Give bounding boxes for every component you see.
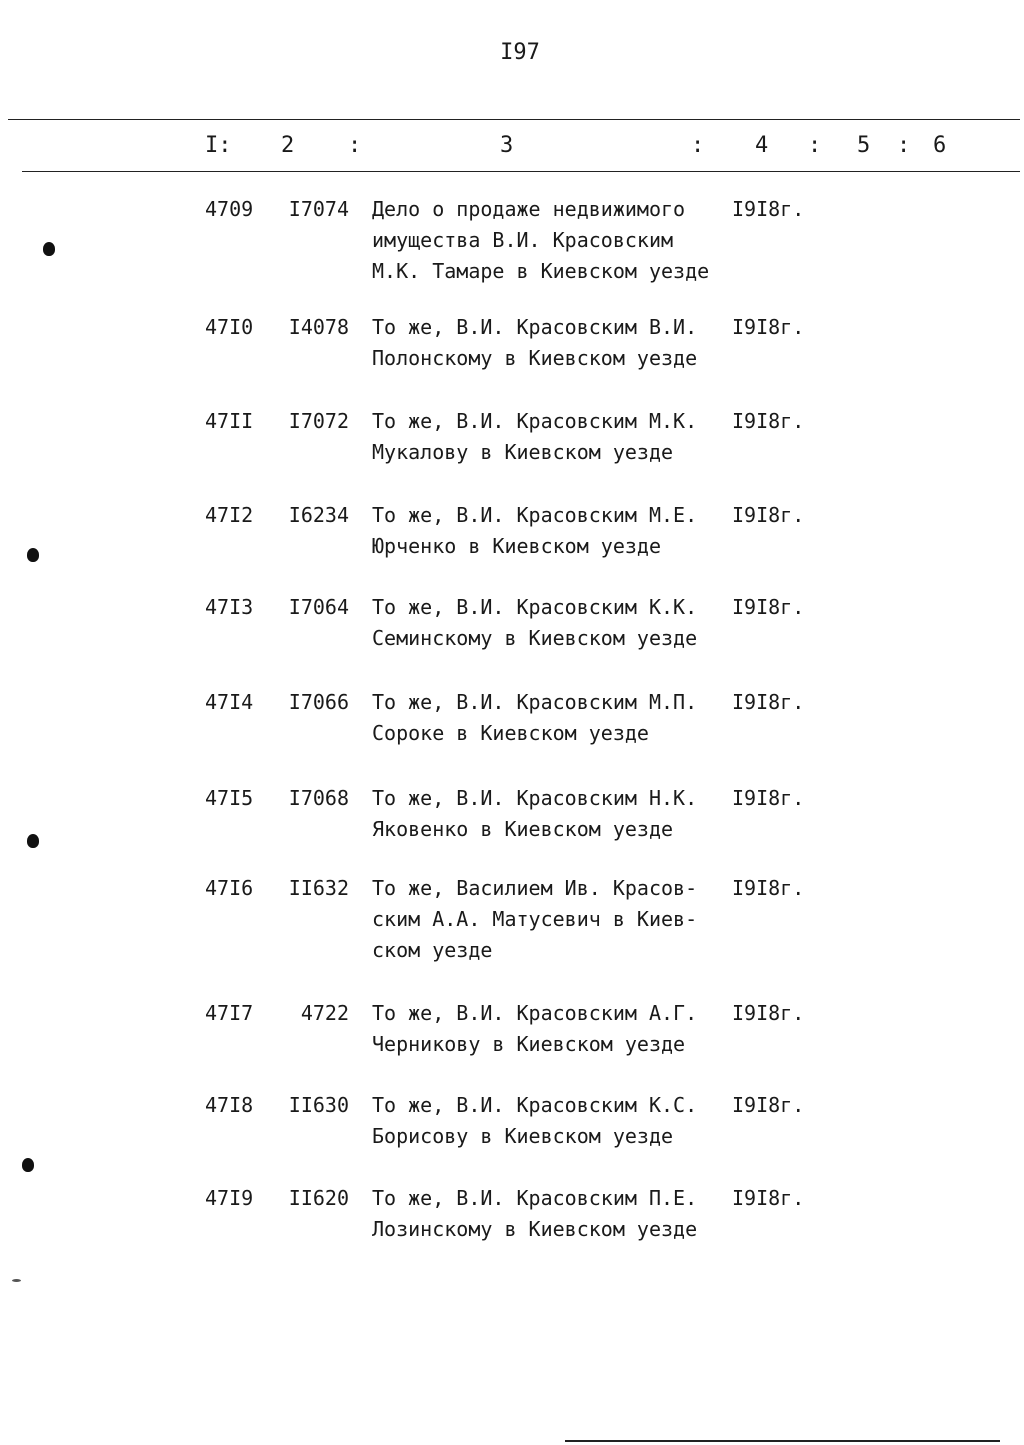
entry-number: 47I4: [205, 690, 254, 714]
entry-year: I9I8г.: [732, 690, 805, 714]
header-col-1: I:: [205, 133, 232, 158]
punch-hole-mark: [43, 242, 55, 256]
footer-rule: [565, 1440, 1000, 1442]
entry-description: То же, В.И. Красовским М.К. Мукалову в Киевском уезде: [372, 409, 698, 464]
entry-year: I9I8г.: [732, 197, 805, 221]
top-rule: [8, 119, 1020, 120]
entry-number: 47I9: [205, 1186, 254, 1210]
header-col-4: 4: [755, 133, 769, 158]
page-number: I97: [500, 40, 540, 65]
punch-hole-mark: [22, 1158, 34, 1172]
entry-number: 47I3: [205, 595, 254, 619]
entry-code: II632: [288, 876, 349, 900]
entry-code: I7072: [288, 409, 349, 433]
entry-code: I7064: [288, 595, 349, 619]
entry-year: I9I8г.: [732, 1186, 805, 1210]
entry-number: 47I5: [205, 786, 254, 810]
header-col-5: 5: [857, 133, 871, 158]
entry-number: 47I2: [205, 503, 254, 527]
header-separator: :: [348, 133, 362, 158]
header-col-6: 6: [933, 133, 947, 158]
punch-hole-mark: [27, 548, 39, 562]
entry-code: I7066: [288, 690, 349, 714]
entry-year: I9I8г.: [732, 503, 805, 527]
entry-code: I6234: [288, 503, 349, 527]
entry-description: Дело о продаже недвижимого имущества В.И. Красовским М.К. Тамаре в Киевском уезде: [372, 197, 710, 283]
entry-year: I9I8г.: [732, 876, 805, 900]
entry-year: I9I8г.: [732, 1093, 805, 1117]
entry-code: I7068: [288, 786, 349, 810]
header-bottom-rule: [22, 171, 1020, 172]
entry-code: II630: [288, 1093, 349, 1117]
entry-description: То же, В.И. Красовским К.К. Семинскому в Киевском уезде: [372, 595, 698, 650]
entry-code: I7074: [288, 197, 349, 221]
entry-year: I9I8г.: [732, 1001, 805, 1025]
entry-description: То же, В.И. Красовским М.Е. Юрченко в Киевском уезде: [372, 503, 698, 558]
punch-hole-mark: [27, 834, 39, 848]
entry-description: То же, В.И. Красовским А.Г. Черникову в Киевском уезде: [372, 1001, 698, 1056]
entry-year: I9I8г.: [732, 409, 805, 433]
entry-description: То же, Василием Ив. Красов- ским А.А. Матусевич в Киев- ском уезде: [372, 876, 698, 962]
header-col-3: 3: [500, 133, 514, 158]
entry-number: 4709: [205, 197, 254, 221]
entry-description: То же, В.И. Красовским К.С. Борисову в Киевском уезде: [372, 1093, 698, 1148]
entry-number: 47II: [205, 409, 254, 433]
entry-year: I9I8г.: [732, 315, 805, 339]
header-separator: :: [897, 133, 911, 158]
entry-description: То же, В.И. Красовским П.Е. Лозинскому в Киевском уезде: [372, 1186, 698, 1241]
entry-code: 4722: [300, 1001, 349, 1025]
header-separator: :: [691, 133, 705, 158]
entry-number: 47I0: [205, 315, 254, 339]
entry-number: 47I8: [205, 1093, 254, 1117]
entry-code: II620: [288, 1186, 349, 1210]
entry-description: То же, В.И. Красовским Н.К. Яковенко в Киевском уезде: [372, 786, 698, 841]
entry-number: 47I6: [205, 876, 254, 900]
entry-year: I9I8г.: [732, 786, 805, 810]
header-col-2: 2: [281, 133, 295, 158]
entry-number: 47I7: [205, 1001, 254, 1025]
header-separator: :: [808, 133, 822, 158]
entry-code: I4078: [288, 315, 349, 339]
entry-description: То же, В.И. Красовским В.И. Полонскому в Киевском уезде: [372, 315, 698, 370]
entry-year: I9I8г.: [732, 595, 805, 619]
entry-description: То же, В.И. Красовским М.П. Сороке в Киевском уезде: [372, 690, 698, 745]
scan-speck: [12, 1279, 21, 1282]
